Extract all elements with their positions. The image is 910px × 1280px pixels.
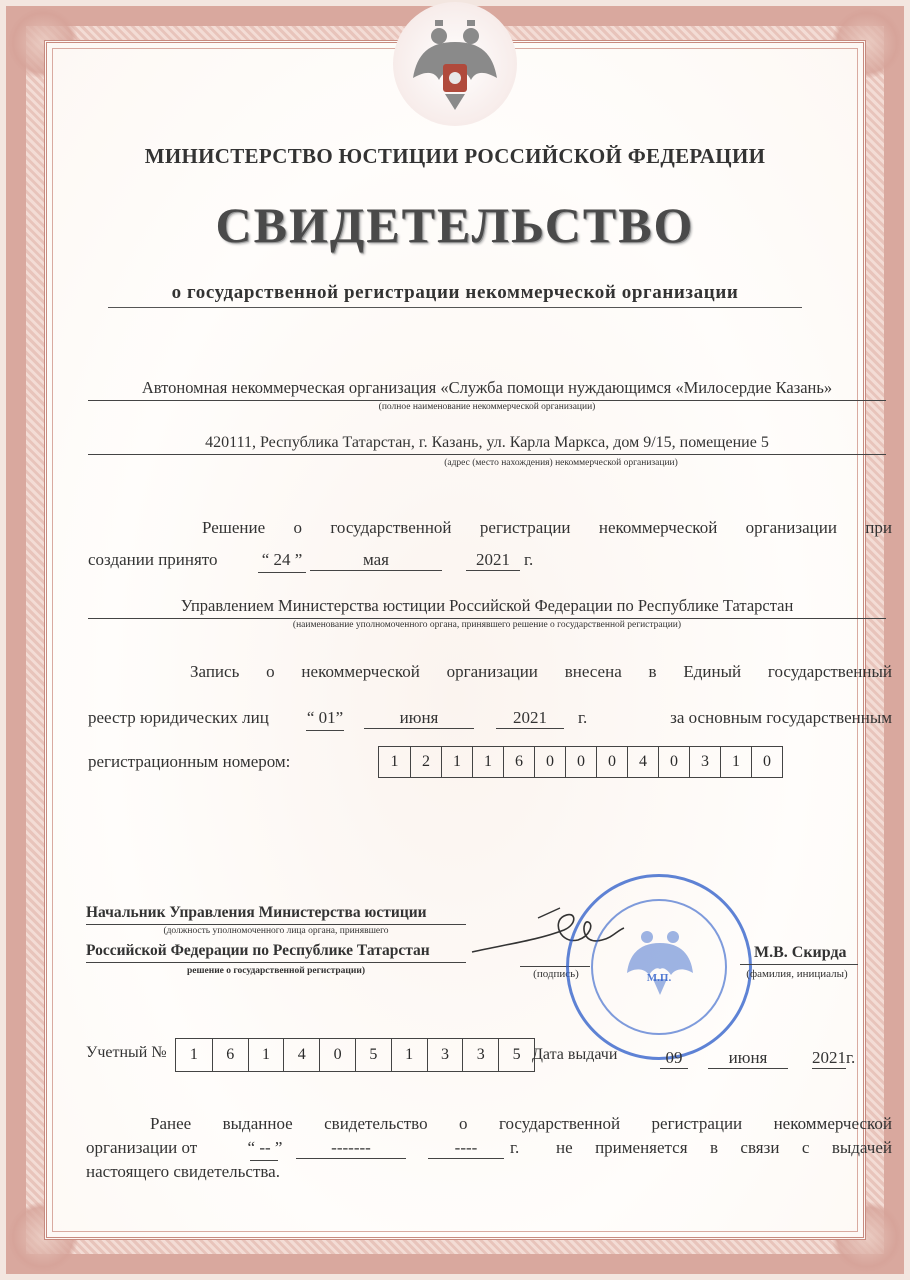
organization-name-caption: (полное наименование некоммерческой организации)	[378, 402, 596, 412]
ministry-name: МИНИСТЕРСТВО ЮСТИЦИИ РОССИЙСКОЙ ФЕДЕРАЦИИ	[144, 144, 766, 168]
double-headed-eagle-icon	[409, 14, 501, 114]
decision-text-line1: Решение о государственной регистрации некоммерческой организации при	[202, 518, 892, 537]
accounting-digit: 6	[212, 1039, 248, 1071]
registry-text-line3: регистрационным номером:	[88, 752, 291, 771]
seal-mp-label: М.П.	[646, 971, 672, 984]
signatory-position-underline1	[86, 924, 466, 925]
registry-text-suffix: за основным государственным	[670, 708, 892, 727]
decision-month: мая	[310, 550, 442, 571]
signatory-position-caption2: решение о государственной регистрации)	[187, 966, 365, 976]
organization-address-caption: (адрес (место нахождения) некоммерческой организации)	[444, 458, 678, 468]
ogrn-digit: 0	[658, 747, 689, 777]
accounting-digit: 4	[283, 1039, 319, 1071]
accounting-digit: 5	[355, 1039, 391, 1071]
registry-month: июня	[364, 708, 474, 729]
accounting-digit: 3	[462, 1039, 498, 1071]
accounting-number-label: Учетный №	[86, 1044, 167, 1061]
organization-address: 420111, Республика Татарстан, г. Казань, ул. Карла Маркса, дом 9/15, помещение 5	[88, 434, 886, 455]
previous-day-underline	[250, 1160, 278, 1161]
issue-year: 2021	[812, 1048, 846, 1067]
accounting-digit: 3	[427, 1039, 463, 1071]
decision-year-suffix: г.	[524, 550, 534, 569]
decision-authority: Управлением Министерства юстиции Российской Федерации по Республике Татарстан	[88, 596, 886, 619]
issue-month: июня	[708, 1048, 788, 1069]
issue-day: 09	[660, 1048, 688, 1069]
previous-text-suffix: не применяется в связи с выдачей	[556, 1138, 892, 1157]
signatory-position-caption1: (должность уполномоченного лица органа, принявшего	[163, 926, 389, 936]
registry-year-suffix: г.	[578, 708, 588, 727]
previous-text-line1: Ранее выданное свидетельство о государственной регистрации некоммерческой	[150, 1114, 892, 1133]
previous-month: -------	[296, 1138, 406, 1159]
seal-eagle-icon	[623, 925, 697, 1005]
previous-text-line3: настоящего свидетельства.	[86, 1162, 280, 1181]
decision-text-prefix: создании принято	[88, 550, 218, 569]
previous-year-suffix: г.	[510, 1138, 520, 1157]
accounting-digit: 0	[319, 1039, 355, 1071]
previous-year: ----	[428, 1138, 504, 1159]
issue-date-label: Дата выдачи	[532, 1046, 618, 1063]
ogrn-digit: 1	[441, 747, 472, 777]
ogrn-digit: 0	[534, 747, 565, 777]
ogrn-digit: 0	[751, 747, 782, 777]
official-round-seal	[566, 874, 752, 1060]
signatory-name-underline	[740, 964, 858, 965]
registry-text-line1: Запись о некоммерческой организации внесена в Единый государственный	[190, 662, 892, 681]
ogrn-digit: 0	[596, 747, 627, 777]
signatory-position-underline2	[86, 962, 466, 963]
registry-day-underline	[306, 730, 344, 731]
signatory-position-line2: Российской Федерации по Республике Татарстан	[86, 942, 430, 959]
registry-text-prefix: реестр юридических лиц	[88, 708, 269, 727]
state-emblem	[393, 2, 517, 126]
accounting-number-boxes	[175, 1038, 535, 1072]
accounting-digit: 1	[391, 1039, 427, 1071]
previous-day: “ -- ”	[247, 1138, 283, 1157]
accounting-digit: 1	[189, 1046, 198, 1063]
organization-name: Автономная некоммерческая организация «Служба помощи нуждающимся «Милосердие Казань»	[88, 378, 886, 401]
decision-authority-caption: (наименование уполномоченного органа, принявшего решение о государственной регистрации)	[292, 620, 682, 630]
ogrn-digit: 0	[565, 747, 596, 777]
issue-year-suffix: г.	[846, 1048, 856, 1067]
signatory-position-line1: Начальник Управления Министерства юстиции	[86, 904, 427, 921]
previous-text-prefix: организации от	[86, 1138, 198, 1157]
certificate-title: СВИДЕТЕЛЬСТВО	[215, 197, 695, 253]
signatory-name: М.В. Скирда	[754, 944, 847, 961]
ogrn-digit: 4	[627, 747, 658, 777]
signature-caption: (подпись)	[533, 968, 579, 980]
registry-day: “ 01”	[306, 708, 344, 727]
ogrn-digit: 1	[390, 753, 399, 770]
accounting-digit: 1	[248, 1039, 284, 1071]
accounting-digit: 5	[498, 1039, 534, 1071]
ogrn-digit: 6	[503, 747, 534, 777]
ogrn-digit: 3	[689, 747, 720, 777]
ogrn-digit: 1	[720, 747, 751, 777]
decision-day-underline	[258, 572, 306, 573]
certificate-subtitle: о государственной регистрации некоммерческой организации	[108, 282, 802, 308]
decision-year: 2021	[466, 550, 520, 571]
ogrn-digit: 1	[472, 747, 503, 777]
ogrn-digit: 2	[410, 747, 441, 777]
registry-year: 2021	[496, 708, 564, 729]
decision-day: “ 24 ”	[261, 550, 303, 569]
signatory-name-caption: (фамилия, инициалы)	[746, 968, 848, 980]
ogrn-number-boxes	[378, 746, 783, 778]
